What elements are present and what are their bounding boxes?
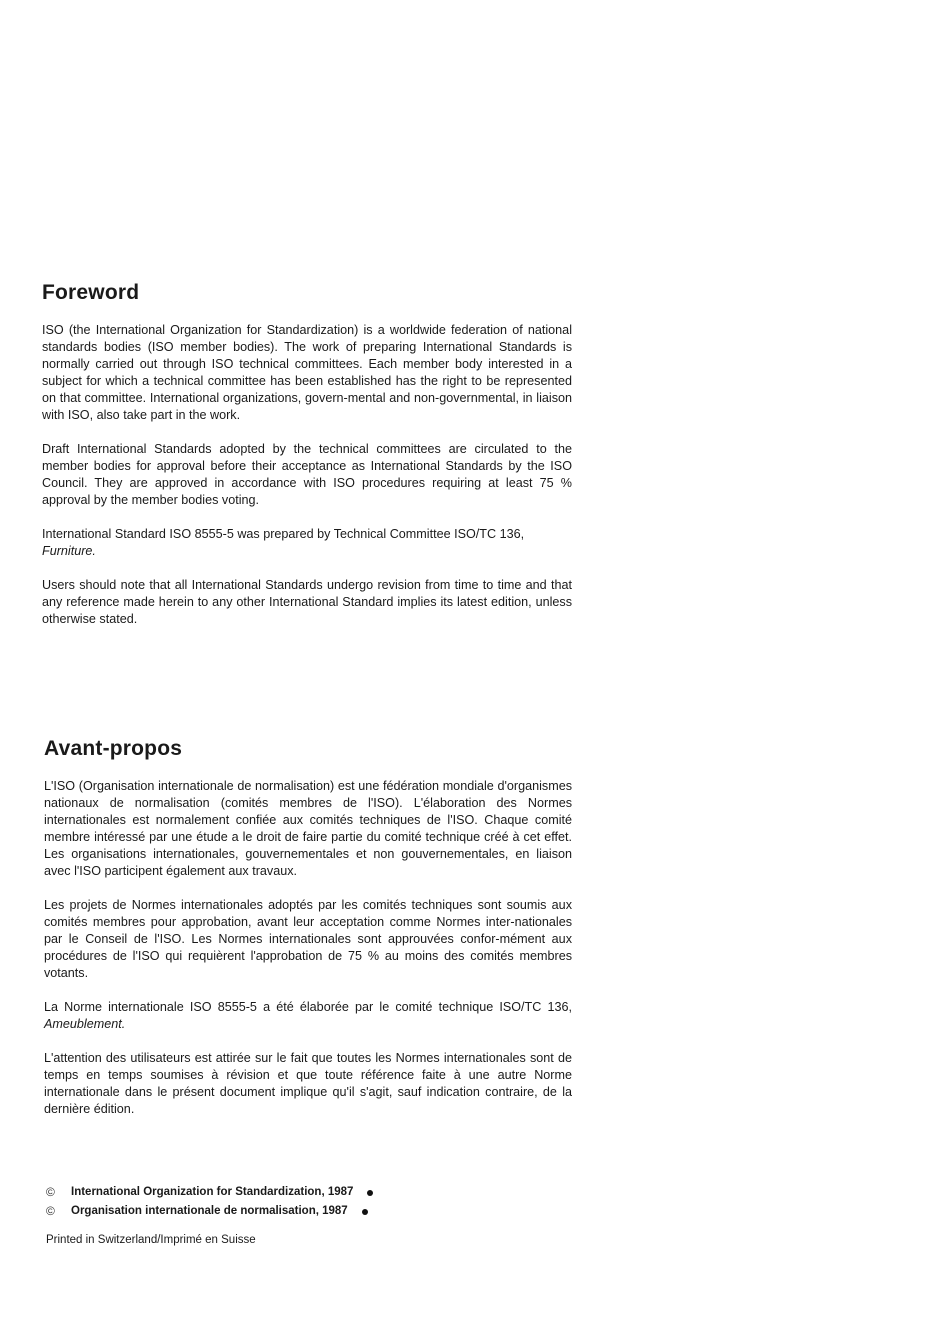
copyright-block [46, 1183, 466, 1221]
foreword-section [42, 280, 572, 645]
foreword-paragraph-1: ISO (the International Organization for Standardization) is a worldwide federation of national standards bodies (ISO member bodies). The work of preparing International Standards is normally carried out through ISO technical committees. Each member body interested in a subject for which a technical committee has been established has the right to be represented on that committee. International organizations, govern-mental and non-governmental, in liaison with ISO, also take part in the work. [42, 323, 572, 422]
avant-propos-paragraph-3-text: La Norme internationale ISO 8555-5 a été élaborée par le comité technique ISO/TC 136, [44, 1000, 572, 1014]
foreword-paragraph-3-text: International Standard ISO 8555-5 was prepared by Technical Committee ISO/TC 136, [42, 527, 525, 541]
copyright-icon: © [46, 1204, 55, 1218]
copyright-line-fr [46, 1202, 466, 1221]
avant-propos-committee-name: Ameublement. [44, 1017, 126, 1031]
avant-propos-section [44, 736, 572, 1135]
copyright-line-en [46, 1183, 466, 1202]
copyright-icon: © [46, 1185, 55, 1199]
avant-propos-paragraph-2: Les projets de Normes internationales adoptés par les comités techniques sont soumis aux comités membres pour approbation, avant leur acceptation comme Normes inter-nationales par le Conseil de l'ISO. Les Normes internationales sont approuvées confor-mément aux procédures de l'ISO qui requièrent l'approbation de 75 % au moins des comités membres votants. [44, 898, 572, 980]
avant-propos-paragraph-1: L'ISO (Organisation internationale de normalisation) est une fédération mondiale d'organismes nationaux de normalisation (comités membres de l'ISO). L'élaboration des Normes internationales est normalement confiée aux comités techniques de l'ISO. Chaque comité membre intéressé par une étude a le droit de faire partie du comité technique créé à cet effet. Les organisations internationales, gouvernementales et non gouvernementales, en liaison avec l'ISO participent également aux travaux. [44, 779, 572, 878]
copyright-text-en: International Organization for Standardization, 1987 [71, 1186, 354, 1198]
foreword-paragraph-3 [42, 526, 572, 560]
avant-propos-paragraph-4: L'attention des utilisateurs est attirée sur le fait que toutes les Normes internationales sont de temps en temps soumises à révision et que toute référence faite à une autre Norme internationale dans le présent document implique qu'il s'agit, sauf indication contraire, de la dernière édition. [44, 1051, 572, 1116]
bullet-dot-icon [362, 1209, 368, 1215]
bullet-dot-icon [367, 1190, 373, 1196]
foreword-title: Foreword [42, 281, 140, 304]
foreword-paragraph-2: Draft International Standards adopted by the technical committees are circulated to the member bodies for approval before their acceptance as International Standards by the ISO Council. They are approved in accordance with ISO procedures requiring at least 75 % approval by the member bodies voting. [42, 442, 572, 507]
avant-propos-paragraph-3 [44, 999, 572, 1033]
foreword-paragraph-4: Users should note that all International Standards undergo revision from time to time and that any reference made herein to any other International Standard implies its latest edition, unless otherwise stated. [42, 578, 572, 626]
avant-propos-title: Avant-propos [44, 737, 183, 760]
copyright-text-fr: Organisation internationale de normalisation, 1987 [71, 1205, 348, 1217]
printed-in-note: Printed in Switzerland/Imprimé en Suisse [46, 1234, 256, 1246]
foreword-committee-name: Furniture. [42, 544, 96, 558]
